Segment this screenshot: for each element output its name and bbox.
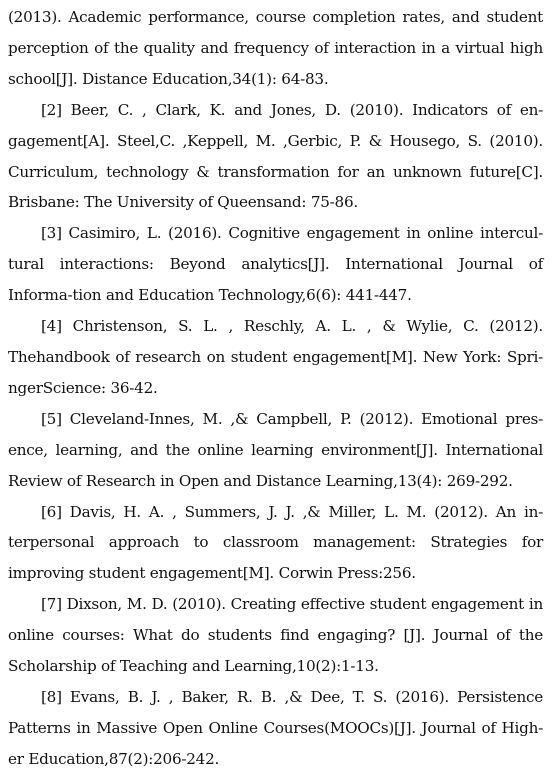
reference-entry-5: [5] Cleveland-Innes, M. ,& Campbell, P. (2012). Emotional pres-ence, learning, and the online learning environment[J]. International Review of Research in Open and Distance Learning,13(4): 269-292. [8,409,543,490]
reference-entry-6: [6] Davis, H. A. , Summers, J. J. ,& Miller, L. M. (2012). An in-terpersonal approach to classroom management: Strategies for improving student engagement[M]. Corwin Press:256. [8,502,543,583]
reference-entry-3: [3] Casimiro, L. (2016). Cognitive engagement in online intercul-tural interactions: Beyond analytics[J]. International Journal of Informa-tion and Education Technology,6(6): 441-447. [8,224,543,305]
reference-entry-8: [8] Evans, B. J. , Baker, R. B. ,& Dee, T. S. (2016). Persistence Patterns in Massive Open Online Courses(MOOCs)[J]. Journal of High-er Education,87(2):206-242. [8,687,543,768]
reference-entry-4: [4] Christenson, S. L. , Reschly, A. L. , & Wylie, C. (2012). Thehandbook of research on student engagement[M]. New York: Spri-ngerScience: 36-42. [8,317,543,397]
reference-entry-2: [2] Beer, C. , Clark, K. and Jones, D. (2010). Indicators of en-gagement[A]. Steel,C. ,Keppell, M. ,Gerbic, P. & Housego, S. (2010). Curriculum, technology & transformation for an unknown future[C]. Brisbane: The University of Queensand: 75-86. [8,100,543,212]
reference-entry-7: [7] Dixson, M. D. (2010). Creating effective student engagement in online courses: What do students find engaging? [J]. Journal of the Scholarship of Teaching and Learning,10(2):1-13. [8,595,543,676]
reference-entry-1-continued: (2013). Academic performance, course completion rates, and student perception of the quality and frequency of interaction in a virtual high school[J]. Distance Education,34(1): 64-83. [8,8,543,88]
